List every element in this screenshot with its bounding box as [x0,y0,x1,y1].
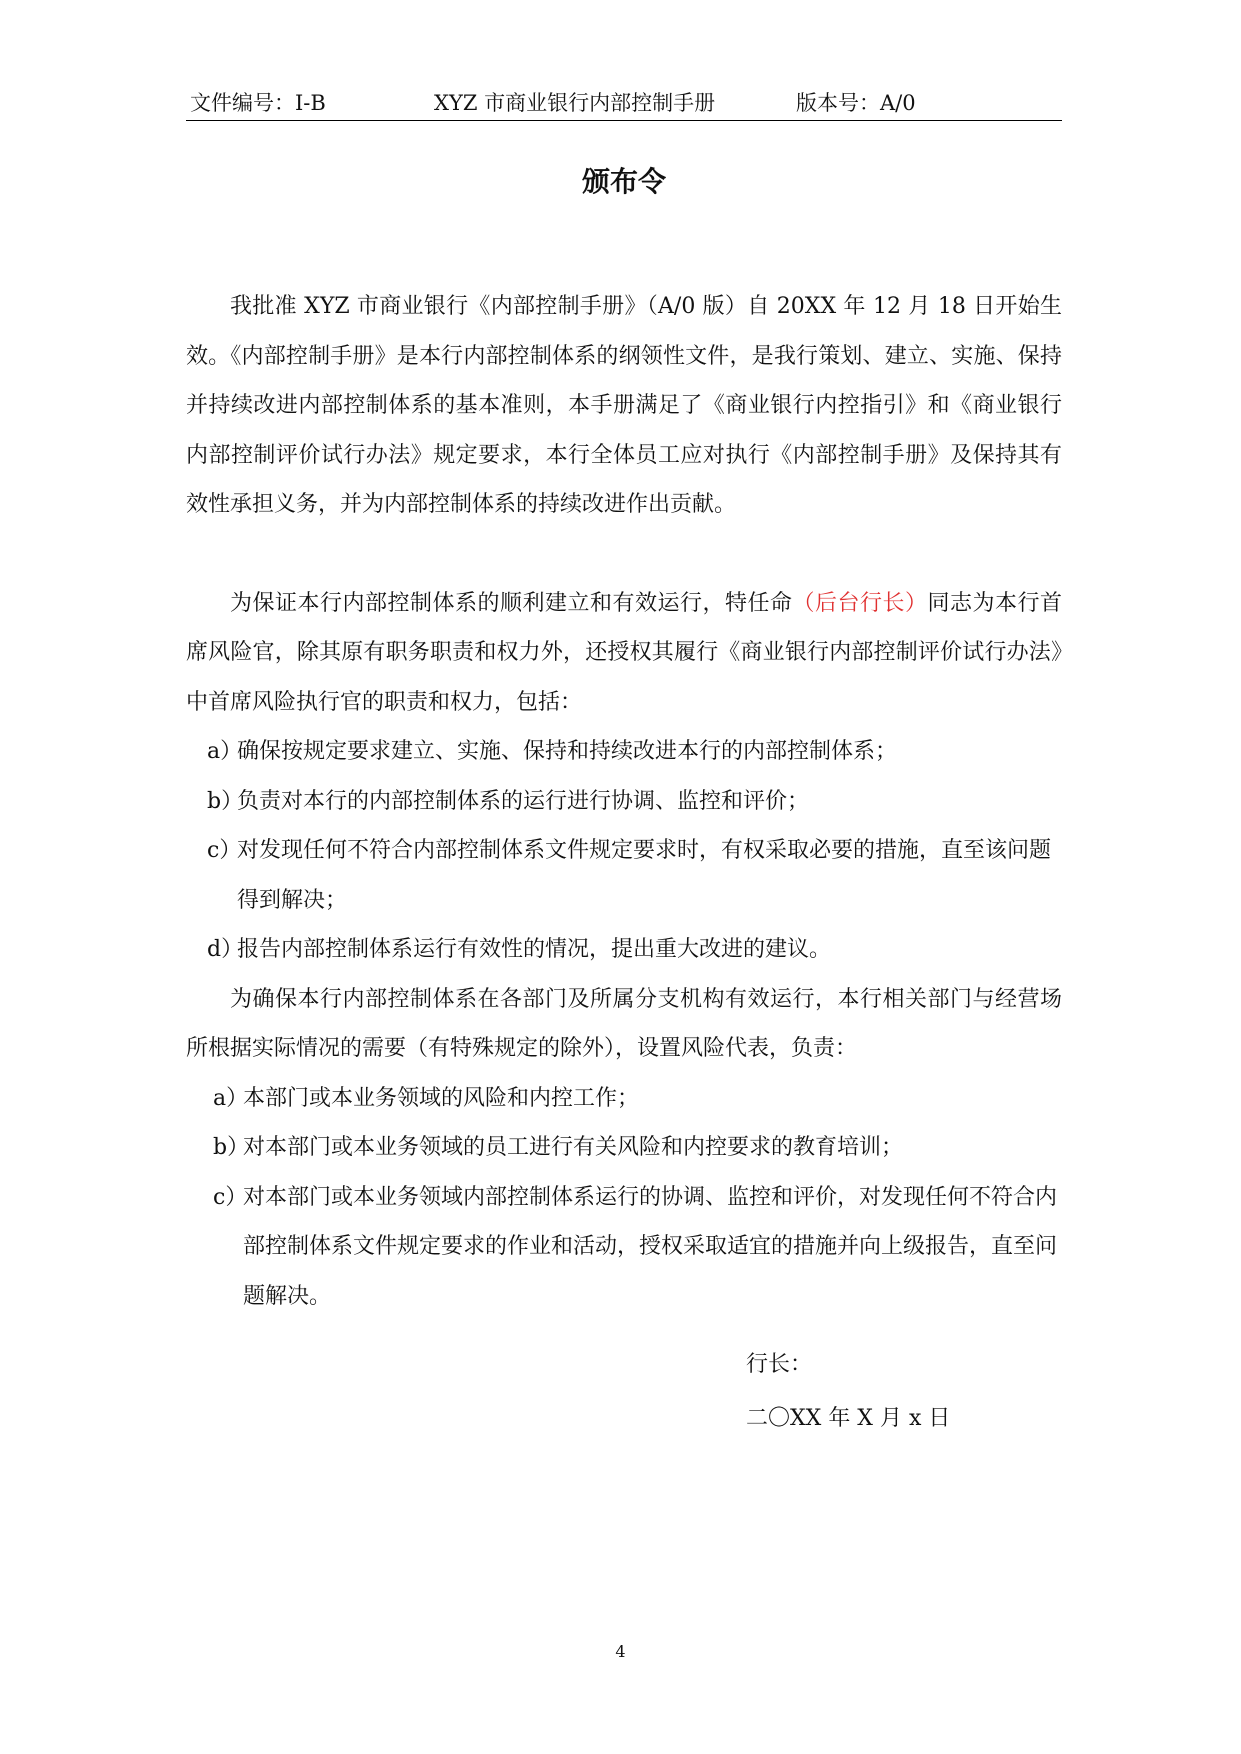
list-item-text: 负责对本行的内部控制体系的运行进行协调、监控和评价； [237,788,810,814]
signature-date: 二〇XX 年 X 月 x 日 [746,1406,951,1431]
chief-risk-officer-duties [186,727,1062,975]
page-number: 4 [615,1642,626,1661]
list-item-text: 对本部门或本业务领域内部控制体系运行的协调、监控和评价，对发现任何不符合内部控制体系文件规定要求的作业和活动，授权采取适宜的措施并向上级报告，直至问题解决。 [243,1184,1058,1309]
manual-title: XYZ 市商业银行内部控制手册 [434,91,716,115]
document-code: 文件编号：I-B [190,91,326,115]
list-marker: c） [213,1184,248,1210]
list-item [186,1123,1062,1173]
list-item-text: 对本部门或本业务领域的员工进行有关风险和内控要求的教育培训； [243,1135,904,1160]
list-marker: b） [213,1135,250,1160]
list-item-text: 对发现任何不符合内部控制体系文件规定要求时，有权采取必要的措施，直至该问题得到解决； [237,838,1052,913]
list-item-text: 确保按规定要求建立、实施、保持和持续改进本行的内部控制体系； [237,739,898,764]
list-item [186,1173,1062,1322]
paragraph-spacer [186,530,1062,579]
appointment-text-after: 同志为本行首席风险官，除其原有职务职责和权力外，还授权其履行《商业银行内部控制评价试行办法》中首席风险执行官的职责和权力，包括： [186,590,1062,715]
list-item [186,826,1062,925]
list-item-text: 报告内部控制体系运行有效性的情况，提出重大改进的建议。 [237,937,832,962]
list-item-text: 本部门或本业务领域的风险和内控工作； [243,1085,640,1111]
list-item [186,1074,1062,1124]
list-item [186,925,1062,975]
signature-title: 行长： [746,1352,813,1377]
list-marker: c） [207,838,242,863]
page-header [186,88,1062,121]
risk-representative-duties [186,1074,1062,1322]
version-number: 版本号：A/0 [796,91,916,115]
document-title: 颁布令 [581,165,666,198]
document-body [186,282,1062,1321]
list-marker: d） [207,937,244,962]
list-marker: a） [213,1085,249,1111]
risk-representative-paragraph: 为确保本行内部控制体系在各部门及所属分支机构有效运行，本行相关部门与经营场所根据实际情况的需要（有特殊规定的除外），设置风险代表，负责： [186,986,1062,1061]
appointee-placeholder: （后台行长） [792,590,928,616]
list-marker: a） [207,739,243,764]
list-marker: b） [207,788,244,814]
list-item [186,727,1062,777]
appointment-paragraph [186,579,1062,728]
approval-paragraph: 我批准 XYZ 市商业银行《内部控制手册》（A/0 版）自 20XX 年 12 月 18 日开始生效。《内部控制手册》是本行内部控制体系的纲领性文件，是我行策划、建立、实施、保持并持续改进内部控制体系的基本准则，本手册满足了《商业银行内控指引》和《商业银行内部控制评价试行办法》规定要求，本行全体员工应对执行《内部控制手册》及保持其有效性承担义务，并为内部控制体系的持续改进作出贡献。 [186,294,1062,517]
list-item [186,777,1062,827]
appointment-text-before: 为保证本行内部控制体系的顺利建立和有效运行，特任命 [230,590,793,616]
